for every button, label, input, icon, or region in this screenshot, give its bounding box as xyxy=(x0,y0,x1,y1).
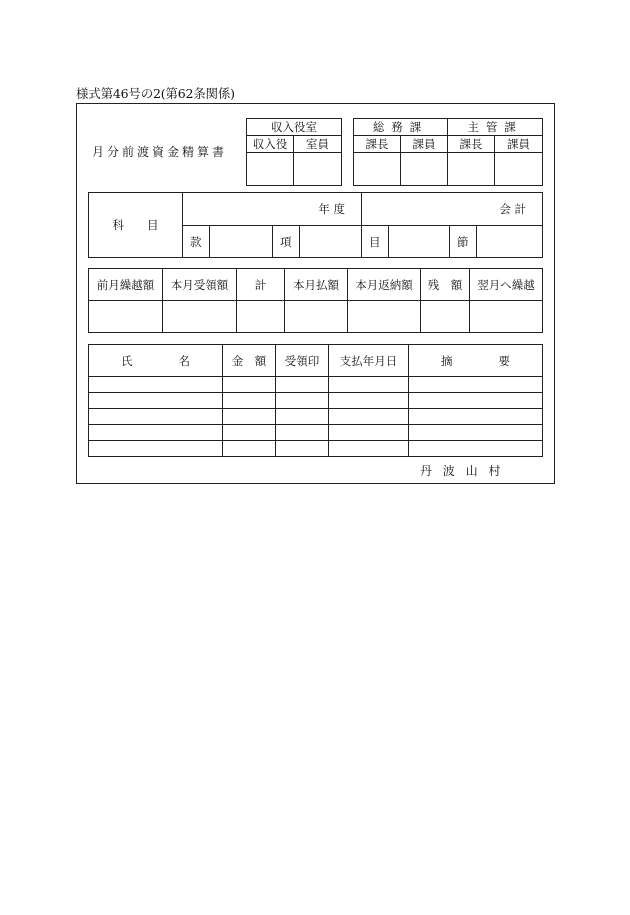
account-field[interactable]: 会 計 xyxy=(362,193,543,226)
detail-header-receipt-seal: 受領印 xyxy=(276,345,329,377)
detail-cell[interactable] xyxy=(276,425,329,441)
document-title: 月分前渡資金精算書 xyxy=(92,145,228,159)
summary-header: 本月受領額 xyxy=(163,269,237,301)
detail-header-amount: 金 額 xyxy=(223,345,276,377)
kou-value[interactable] xyxy=(300,226,362,258)
detail-cell[interactable] xyxy=(409,377,543,393)
detail-cell[interactable] xyxy=(223,425,276,441)
amount-cell[interactable] xyxy=(421,301,470,333)
moku-value[interactable] xyxy=(389,226,450,258)
detail-cell[interactable] xyxy=(409,441,543,457)
amount-cell[interactable] xyxy=(163,301,237,333)
detail-cell[interactable] xyxy=(89,425,223,441)
detail-cell[interactable] xyxy=(223,393,276,409)
kan-label: 款 xyxy=(183,226,210,258)
stamp-cell[interactable] xyxy=(294,153,342,186)
village-name: 丹波山村 xyxy=(420,464,512,478)
summary-header: 計 xyxy=(237,269,285,301)
detail-header-name: 氏 名 xyxy=(89,345,223,377)
stamp-cell[interactable] xyxy=(448,153,495,186)
approval-header-managing-section: 主管課 xyxy=(448,119,543,136)
amount-cell[interactable] xyxy=(285,301,348,333)
summary-header: 残 額 xyxy=(421,269,470,301)
detail-header-remarks: 摘 要 xyxy=(409,345,543,377)
approval-col-section-staff: 課員 xyxy=(401,136,448,153)
kou-label: 項 xyxy=(273,226,300,258)
amount-cell[interactable] xyxy=(348,301,421,333)
stamp-cell[interactable] xyxy=(401,153,448,186)
stamp-cell[interactable] xyxy=(354,153,401,186)
detail-cell[interactable] xyxy=(276,393,329,409)
approval-col-section-staff: 課員 xyxy=(495,136,543,153)
detail-cell[interactable] xyxy=(409,425,543,441)
approval-col-staff: 室員 xyxy=(294,136,342,153)
detail-cell[interactable] xyxy=(276,377,329,393)
detail-cell[interactable] xyxy=(276,441,329,457)
form-number: 様式第46号の2(第62条関係) xyxy=(76,86,235,101)
detail-cell[interactable] xyxy=(276,409,329,425)
summary-header: 本月返納額 xyxy=(348,269,421,301)
detail-cell[interactable] xyxy=(223,377,276,393)
summary-header: 翌月へ繰越 xyxy=(470,269,543,301)
setsu-label: 節 xyxy=(450,226,477,258)
summary-header: 前月繰越額 xyxy=(89,269,163,301)
detail-header-payment-date: 支払年月日 xyxy=(329,345,409,377)
approval-header-general-affairs: 総務課 xyxy=(354,119,448,136)
approval-box-sections xyxy=(353,118,543,186)
detail-cell[interactable] xyxy=(223,409,276,425)
stamp-cell[interactable] xyxy=(247,153,294,186)
detail-cell[interactable] xyxy=(89,377,223,393)
amount-cell[interactable] xyxy=(237,301,285,333)
summary-header: 本月払額 xyxy=(285,269,348,301)
kan-value[interactable] xyxy=(210,226,273,258)
detail-cell[interactable] xyxy=(89,393,223,409)
summary-amounts-table xyxy=(88,268,543,333)
detail-cell[interactable] xyxy=(329,409,409,425)
approval-col-section-chief: 課長 xyxy=(354,136,401,153)
detail-cell[interactable] xyxy=(329,393,409,409)
detail-cell[interactable] xyxy=(89,409,223,425)
detail-cell[interactable] xyxy=(223,441,276,457)
stamp-cell[interactable] xyxy=(495,153,543,186)
detail-cell[interactable] xyxy=(409,393,543,409)
approval-col-treasurer: 収入役 xyxy=(247,136,294,153)
detail-cell[interactable] xyxy=(329,441,409,457)
payment-detail-table xyxy=(88,344,543,457)
setsu-value[interactable] xyxy=(477,226,543,258)
approval-col-section-chief: 課長 xyxy=(448,136,495,153)
detail-cell[interactable] xyxy=(329,425,409,441)
account-subject-table xyxy=(88,192,543,258)
detail-cell[interactable] xyxy=(329,377,409,393)
approval-box-treasurer xyxy=(246,118,342,186)
amount-cell[interactable] xyxy=(470,301,543,333)
approval-header-treasurer-office: 収入役室 xyxy=(247,119,342,136)
moku-label: 目 xyxy=(362,226,389,258)
fiscal-year-field[interactable]: 年 度 xyxy=(183,193,362,226)
detail-cell[interactable] xyxy=(409,409,543,425)
amount-cell[interactable] xyxy=(89,301,163,333)
subject-label: 科 目 xyxy=(89,193,183,258)
detail-cell[interactable] xyxy=(89,441,223,457)
